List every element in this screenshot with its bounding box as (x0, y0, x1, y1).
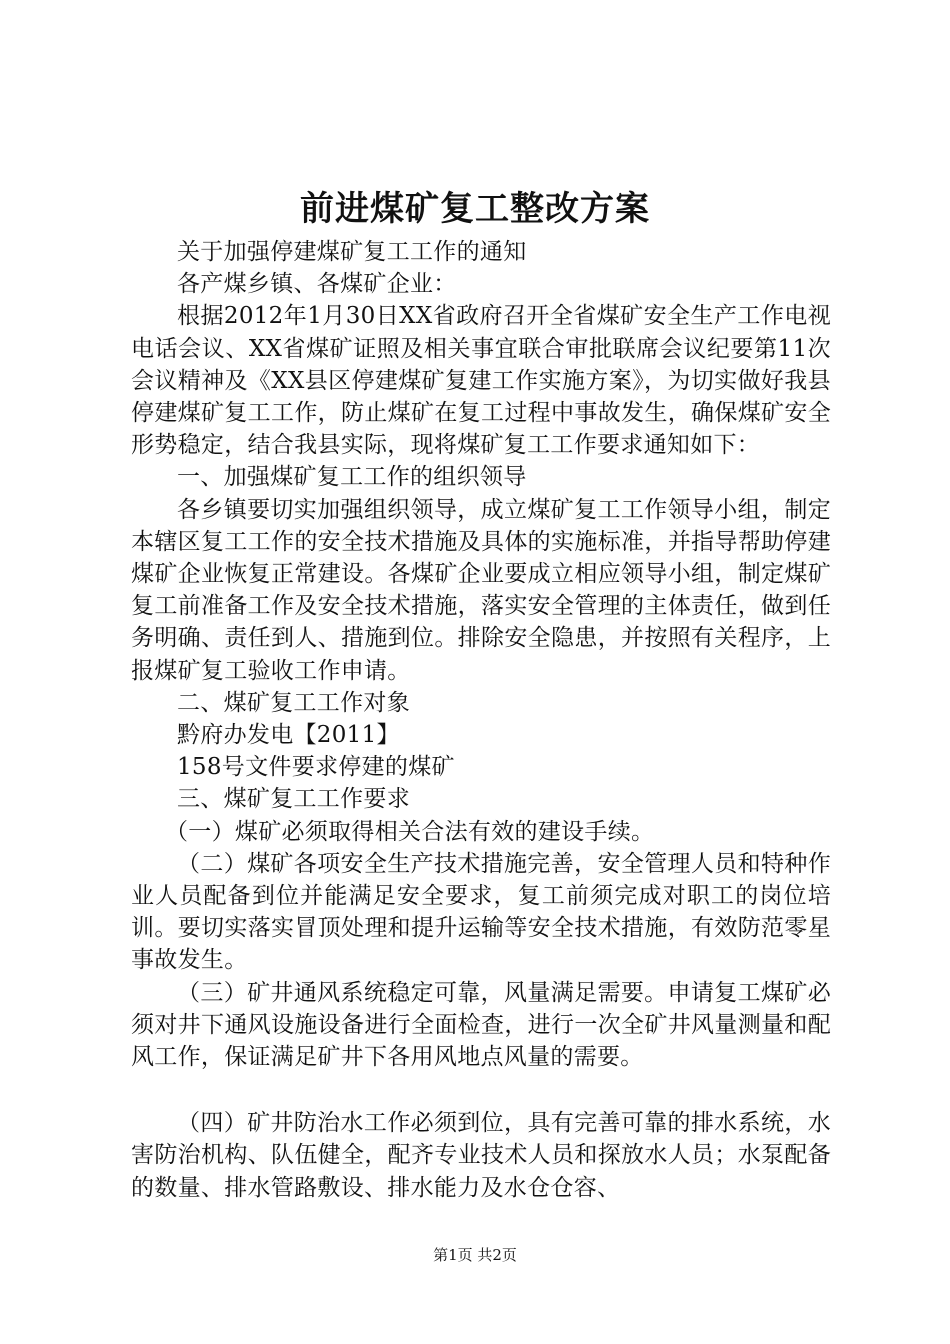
requirement-item-1: （一）煤矿必须取得相关合法有效的建设手续。 (165, 818, 655, 845)
document-body (131, 236, 831, 1204)
requirement-item-2: （二）煤矿各项安全生产技术措施完善，安全管理人员和特种作业人员配备到位并能满足安全要求，复工前须完成对职工的岗位培训。要切实落实冒顶处理和提升运输等安全技术措施，有效防范零星事故发生。 (131, 850, 831, 974)
document-reference-line: 黔府办发电【2011】 (177, 722, 400, 749)
paragraph-gap (131, 1073, 831, 1107)
section-paragraph-1: 各乡镇要切实加强组织领导，成立煤矿复工工作领导小组，制定本辖区复工工作的安全技术措施及具体的实施标准，并指导帮助停建煤矿企业恢复正常建设。各煤矿企业要成立相应领导小组，制定煤矿复工前准备工作及安全技术措施，落实安全管理的主体责任，做到任务明确、责任到人、措施到位。排除安全隐患，并按照有关程序，上报煤矿复工验收工作申请。 (131, 496, 831, 684)
document-title: 前进煤矿复工整改方案 (300, 189, 650, 229)
section-heading-1: 一、加强煤矿复工工作的组织领导 (177, 464, 527, 491)
requirement-item-4: （四）矿井防治水工作必须到位，具有完善可靠的排水系统，水害防治机构、队伍健全，配齐专业技术人员和探放水人员；水泵配备的数量、排水管路敷设、排水能力及水仓仓容、 (131, 1110, 831, 1201)
document-reference-line-2: 158号文件要求停建的煤矿 (177, 754, 455, 781)
notice-heading: 关于加强停建煤矿复工工作的通知 (177, 239, 527, 265)
addressee-line: 各产煤乡镇、各煤矿企业： (177, 271, 457, 298)
requirement-item-3: （三）矿井通风系统稳定可靠，风量满足需要。申请复工煤矿必须对井下通风设施设备进行全面检查，进行一次全矿井风量测量和配风工作，保证满足矿井下各用风地点风量的需要。 (131, 979, 831, 1071)
intro-paragraph: 根据2012年1月30日XX省政府召开全省煤矿安全生产工作电视电话会议、XX省煤矿证照及相关事宜联合审批联席会议纪要第11次会议精神及《XX县区停建煤矿复建工作实施方案》，为切实做好我县停建煤矿复工工作，防止煤矿在复工过程中事故发生，确保煤矿安全形势稳定，结合我县实际，现将煤矿复工工作要求通知如下： (131, 303, 831, 459)
section-heading-2: 二、煤矿复工工作对象 (177, 689, 410, 716)
page-footer: 第1页 共2页 (433, 1246, 517, 1264)
section-heading-3: 三、煤矿复工工作要求 (177, 786, 410, 813)
